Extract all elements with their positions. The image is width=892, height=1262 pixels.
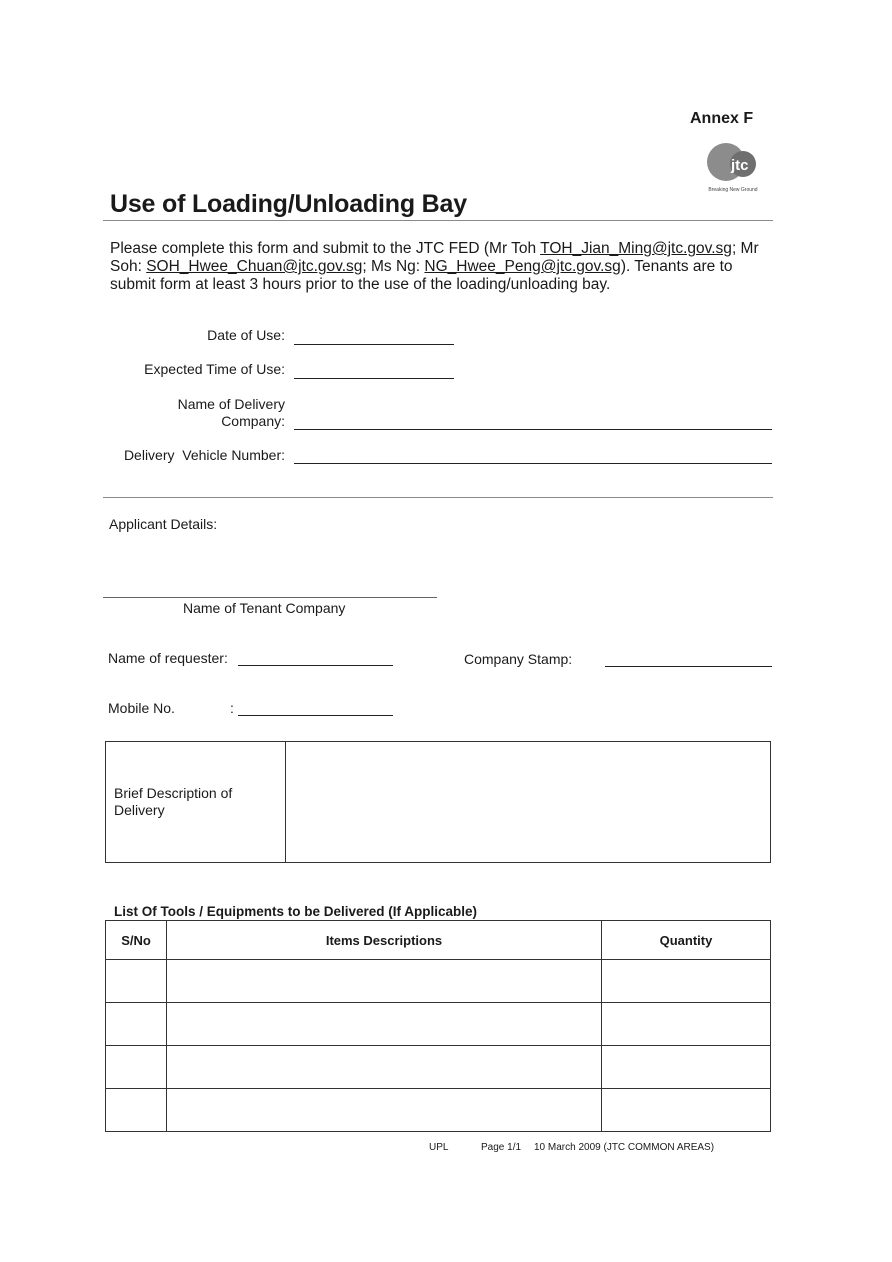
quantity-cell[interactable] xyxy=(602,1046,771,1089)
quantity-cell[interactable] xyxy=(602,1089,771,1132)
sno-cell[interactable] xyxy=(106,960,167,1003)
email-link-soh[interactable]: SOH_Hwee_Chuan@jtc.gov.sg xyxy=(146,258,363,275)
delivery-company-field[interactable] xyxy=(294,429,772,430)
footer-date-note: 10 March 2009 (JTC COMMON AREAS) xyxy=(534,1142,715,1153)
title-divider xyxy=(103,220,773,221)
footer-page: Page 1/1 xyxy=(481,1142,522,1153)
table-row xyxy=(106,1046,771,1089)
item-cell[interactable] xyxy=(167,960,602,1003)
table-row xyxy=(106,960,771,1003)
description-label: Brief Description of Delivery xyxy=(106,742,286,863)
item-cell[interactable] xyxy=(167,1046,602,1089)
tools-heading: List Of Tools / Equipments to be Delivered (If Applicable) xyxy=(114,904,478,919)
requester-field[interactable] xyxy=(238,665,393,666)
annex-label: Annex F xyxy=(690,110,754,127)
tools-table xyxy=(105,920,771,1132)
requester-label: Name of requester: xyxy=(108,650,228,666)
footer-code: UPL xyxy=(429,1142,449,1153)
page-title: Use of Loading/Unloading Bay xyxy=(110,190,467,218)
intro-paragraph: Please complete this form and submit to the JTC FED (Mr Toh TOH_Jian_Ming@jtc.gov.sg; Mr Soh: SOH_Hwee_Chuan@jtc.gov.sg; Ms Ng: NG_Hwee_Peng@jtc.gov.sg). Tenants are to submit form at least 3 hours prior to the use of the loading/unloading bay. xyxy=(110,240,759,293)
company-stamp-label: Company Stamp: xyxy=(464,651,573,667)
mobile-label: Mobile No. xyxy=(108,700,175,716)
vehicle-number-field[interactable] xyxy=(294,463,772,464)
description-input[interactable] xyxy=(286,742,771,863)
mobile-colon: : xyxy=(230,700,234,716)
table-header-row xyxy=(106,921,771,960)
col-items: Items Descriptions xyxy=(167,921,602,960)
vehicle-number-label: Delivery Vehicle Number: xyxy=(123,447,285,463)
jtc-logo xyxy=(700,138,766,194)
col-sno: S/No xyxy=(106,921,167,960)
date-of-use-field[interactable] xyxy=(294,344,454,345)
sno-cell[interactable] xyxy=(106,1003,167,1046)
item-cell[interactable] xyxy=(167,1089,602,1132)
expected-time-label: Expected Time of Use: xyxy=(144,361,285,377)
quantity-cell[interactable] xyxy=(602,1003,771,1046)
item-cell[interactable] xyxy=(167,1003,602,1046)
description-table xyxy=(105,741,771,863)
date-of-use-label: Date of Use: xyxy=(207,327,285,343)
table-row xyxy=(106,1089,771,1132)
mobile-field[interactable] xyxy=(238,715,393,716)
sno-cell[interactable] xyxy=(106,1046,167,1089)
sno-cell[interactable] xyxy=(106,1089,167,1132)
section-divider xyxy=(103,497,773,498)
tenant-company-label: Name of Tenant Company xyxy=(183,600,346,616)
col-quantity: Quantity xyxy=(602,921,771,960)
quantity-cell[interactable] xyxy=(602,960,771,1003)
email-link-toh[interactable]: TOH_Jian_Ming@jtc.gov.sg xyxy=(540,240,732,257)
delivery-company-label: Name of Delivery Company: xyxy=(177,396,285,429)
company-stamp-field[interactable] xyxy=(605,666,772,667)
table-row xyxy=(106,1003,771,1046)
tenant-company-field[interactable] xyxy=(103,597,437,598)
logo-text: jtc xyxy=(731,157,749,174)
applicant-heading: Applicant Details: xyxy=(109,516,218,532)
logo-tagline: Breaking New Ground xyxy=(708,187,758,193)
email-link-ng[interactable]: NG_Hwee_Peng@jtc.gov.sg xyxy=(424,258,621,275)
expected-time-field[interactable] xyxy=(294,378,454,379)
